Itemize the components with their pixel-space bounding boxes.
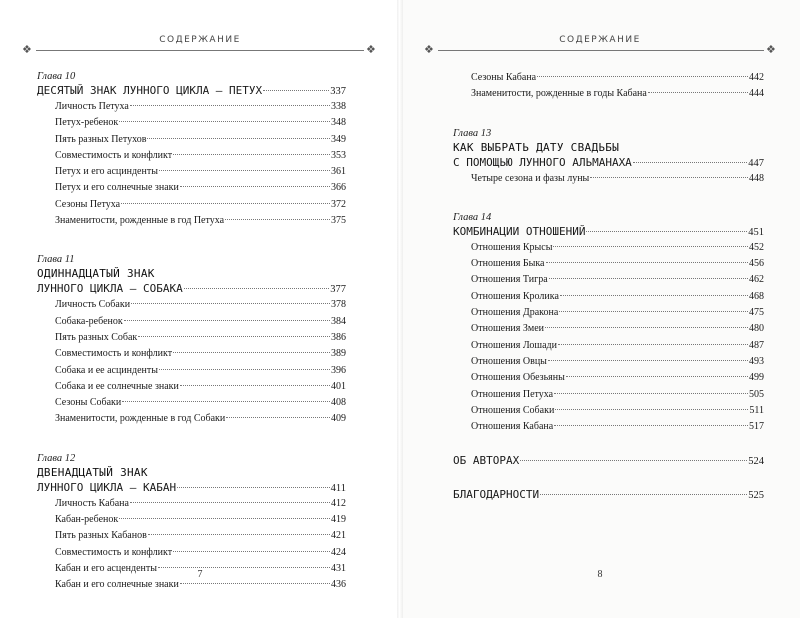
chapter-title-line: КАК ВЫБРАТЬ ДАТУ СВАДЬБЫ (453, 140, 620, 154)
entry-title: Отношения Дракона (471, 307, 559, 319)
toc-entry-wrap (453, 86, 764, 102)
dot-leader (648, 92, 748, 93)
toc-entry-wrap (37, 115, 346, 131)
entry-page: 366 (331, 182, 346, 194)
spacer (37, 229, 346, 253)
dot-leader (554, 393, 748, 394)
dot-leader (546, 262, 749, 263)
entry-page: 451 (748, 226, 764, 238)
chapter-heading-entry[interactable] (37, 480, 346, 496)
entry-title: Отношения Кролика (471, 290, 559, 302)
toc-entry[interactable] (471, 70, 764, 86)
entry-page: 442 (749, 72, 764, 83)
entry-title: Знаменитости, рожденные в год Собаки (55, 413, 226, 425)
entry-title: Знаменитости, рожденные в год Петуха (55, 215, 225, 227)
entry-title: БЛАГОДАРНОСТИ (453, 488, 540, 502)
dot-leader (559, 311, 748, 312)
entry-page: 431 (331, 562, 346, 574)
toc-entry-wrap (37, 528, 346, 544)
dot-leader (520, 460, 747, 461)
entry-title: Личность Кабана (55, 497, 129, 509)
toc-entry[interactable] (55, 330, 346, 346)
chapter-label: Глава 12 (37, 452, 76, 464)
toc-entry[interactable] (471, 240, 764, 256)
entry-page: 447 (748, 157, 764, 169)
toc-entry[interactable] (471, 289, 764, 305)
toc-entry[interactable] (471, 321, 764, 337)
dot-leader (173, 154, 330, 155)
dot-leader (548, 360, 748, 361)
entry-title: Пять разных Кабанов (55, 530, 147, 542)
toc-entry[interactable] (55, 496, 346, 512)
toc-entry-wrap (37, 213, 346, 229)
toc-entry[interactable] (55, 395, 346, 411)
page-number: 8 (597, 569, 603, 580)
toc-entry-wrap (37, 512, 346, 528)
dot-leader (173, 551, 330, 552)
toc-entry-wrap (37, 99, 346, 115)
dot-leader (633, 162, 747, 163)
dot-leader (554, 425, 748, 426)
entry-title: Кабан и его солнечные знаки (55, 579, 179, 591)
toc-entry-wrap (453, 419, 764, 435)
toc-right (453, 70, 764, 503)
entry-title: Отношения Лошади (471, 339, 557, 351)
entry-title: Отношения Змеи (471, 323, 545, 335)
toc-entry-wrap (453, 387, 764, 403)
entry-page: 349 (331, 133, 346, 145)
entry-title: ОБ АВТОРАХ (453, 454, 520, 468)
toc-entry-wrap (37, 314, 346, 330)
entry-title: Пять разных Петухов (55, 133, 147, 145)
spacer (453, 435, 764, 453)
toc-entry-wrap (453, 403, 764, 419)
dot-leader (540, 494, 747, 495)
toc-entry-wrap (37, 363, 346, 379)
entry-page: 377 (330, 284, 346, 296)
entry-title: Сезоны Собаки (55, 397, 122, 409)
entry-page: 419 (331, 514, 346, 526)
toc-entry[interactable] (55, 99, 346, 115)
entry-page: 361 (331, 166, 346, 178)
chapter-heading-entry[interactable] (453, 155, 764, 171)
toc-entry[interactable] (471, 338, 764, 354)
end-item-entry[interactable] (453, 453, 764, 469)
entry-title: Петух и его солнечные знаки (55, 182, 179, 194)
entry-page: 511 (749, 404, 764, 416)
entry-page: 448 (749, 172, 764, 184)
dot-leader (560, 295, 748, 296)
dot-leader (121, 203, 330, 204)
dot-leader (180, 385, 330, 386)
entry-title: КОМБИНАЦИИ ОТНОШЕНИЙ (453, 224, 586, 238)
toc-entry[interactable] (55, 379, 346, 395)
toc-entry-wrap (453, 289, 764, 305)
entry-page: 505 (749, 388, 764, 400)
spacer (453, 187, 764, 211)
dot-leader (130, 105, 330, 106)
ornament-icon: ❖ (22, 43, 32, 56)
chapter-heading-entry[interactable] (37, 83, 346, 99)
dot-leader (159, 369, 330, 370)
dot-leader (119, 121, 330, 122)
chapter-label: Глава 11 (37, 254, 75, 266)
toc-entry[interactable] (55, 115, 346, 131)
entry-title: Отношения Собаки (471, 404, 555, 416)
end-item-entry[interactable] (453, 487, 764, 503)
toc-entry[interactable] (55, 148, 346, 164)
entry-page: 389 (331, 348, 346, 360)
toc-entry[interactable] (471, 419, 764, 435)
running-head: СОДЕРЖАНИЕ (159, 35, 241, 45)
entry-title: Сезоны Петуха (55, 198, 121, 210)
entry-title: Пять разных Собак (55, 331, 138, 343)
entry-page: 408 (331, 397, 346, 409)
dot-leader (590, 177, 748, 178)
toc-entry[interactable] (471, 387, 764, 403)
dot-leader (184, 288, 330, 289)
entry-page: 348 (331, 117, 346, 129)
toc-entry-wrap (37, 197, 346, 213)
entry-page: 424 (331, 546, 346, 558)
spacer (453, 103, 764, 127)
entry-page: 384 (331, 315, 346, 327)
toc-entry-wrap (453, 338, 764, 354)
dot-leader (180, 186, 330, 187)
ornament-icon: ❖ (766, 43, 776, 56)
toc-entry-wrap (37, 164, 346, 180)
toc-entry[interactable] (55, 213, 346, 229)
entry-page: 475 (749, 307, 764, 319)
entry-page: 525 (748, 490, 764, 502)
dot-leader (226, 417, 330, 418)
entry-title: Отношения Быка (471, 258, 545, 270)
entry-title: Четыре сезона и фазы луны (471, 172, 590, 184)
entry-page: 412 (331, 497, 346, 509)
toc-entry-wrap (37, 346, 346, 362)
toc-entry-wrap (453, 321, 764, 337)
ornament-icon: ❖ (366, 43, 376, 56)
dot-leader (566, 376, 748, 377)
entry-title: Сезоны Кабана (471, 72, 537, 83)
dot-leader (553, 246, 748, 247)
entry-title: ДЕСЯТЫЙ ЗНАК ЛУННОГО ЦИКЛА — ПЕТУХ (37, 84, 263, 97)
entry-title: Совместимость и конфликт (55, 348, 173, 360)
toc-entry-wrap (37, 395, 346, 411)
toc-entry[interactable] (471, 305, 764, 321)
entry-page: 375 (331, 215, 346, 227)
chapter-heading-entry[interactable] (453, 224, 764, 240)
dot-leader (119, 518, 330, 519)
entry-page: 480 (749, 323, 764, 335)
toc-entry-wrap (37, 411, 346, 427)
page-number: 7 (197, 569, 203, 580)
toc-entry-wrap (37, 545, 346, 561)
entry-title: Отношения Кабана (471, 421, 554, 433)
dot-leader (131, 303, 330, 304)
toc-entry-wrap (453, 305, 764, 321)
entry-page: 409 (331, 413, 346, 425)
toc-entry[interactable] (471, 354, 764, 370)
toc-entry[interactable] (471, 403, 764, 419)
toc-entry[interactable] (471, 272, 764, 288)
entry-title: Отношения Петуха (471, 388, 554, 400)
entry-title: Кабан-ребенок (55, 514, 119, 526)
entry-page: 462 (749, 274, 764, 286)
dot-leader (545, 327, 748, 328)
toc-entry[interactable] (55, 411, 346, 427)
dot-leader (159, 170, 330, 171)
toc-entry[interactable] (55, 545, 346, 561)
toc-entry[interactable] (55, 512, 346, 528)
chapter-heading-entry[interactable] (37, 281, 346, 297)
spacer (37, 428, 346, 452)
entry-page: 411 (330, 482, 346, 494)
entry-title: Отношения Овцы (471, 355, 547, 367)
entry-page: 493 (749, 355, 764, 367)
right-page (400, 0, 800, 618)
dot-leader (122, 401, 330, 402)
entry-page: 517 (749, 421, 764, 433)
toc-entry[interactable] (471, 370, 764, 386)
toc-entry[interactable] (55, 363, 346, 379)
entry-page: 337 (330, 86, 346, 97)
entry-title: Кабан и его асценденты (55, 562, 157, 574)
toc-entry[interactable] (55, 132, 346, 148)
entry-title: Совместимость и конфликт (55, 546, 173, 558)
entry-title: ЛУННОГО ЦИКЛА — СОБАКА (37, 282, 183, 296)
entry-page: 353 (331, 149, 346, 161)
toc-entry[interactable] (55, 197, 346, 213)
dot-leader (225, 219, 330, 220)
entry-title: Знаменитости, рожденные в годы Кабана (471, 88, 647, 100)
entry-page: 386 (331, 331, 346, 343)
dot-leader (124, 320, 330, 321)
chapter-label: Глава 13 (453, 127, 492, 139)
entry-title: Совместимость и конфликт (55, 149, 173, 161)
entry-page: 499 (749, 372, 764, 384)
toc-entry-wrap (37, 148, 346, 164)
toc-entry[interactable] (55, 346, 346, 362)
entry-page: 468 (749, 290, 764, 302)
dot-leader (586, 231, 747, 232)
entry-page: 444 (749, 88, 764, 100)
header-rule (36, 50, 364, 51)
toc-entry-wrap (37, 330, 346, 346)
entry-page: 452 (749, 241, 764, 253)
ornament-icon: ❖ (424, 43, 434, 56)
entry-title: Петух-ребенок (55, 117, 119, 129)
dot-leader (138, 336, 330, 337)
dot-leader (263, 90, 329, 91)
toc-entry-wrap (453, 70, 764, 86)
toc-entry-wrap (453, 256, 764, 272)
entry-title: Собака-ребенок (55, 315, 123, 327)
entry-title: Отношения Тигра (471, 274, 548, 286)
entry-title: Личность Петуха (55, 101, 129, 112)
header-rule (438, 50, 764, 51)
entry-page: 372 (331, 198, 346, 210)
toc-entry-wrap (453, 240, 764, 256)
toc-entry-wrap (37, 132, 346, 148)
entry-title: Петух и его асцинденты (55, 166, 158, 178)
toc-entry-wrap (37, 379, 346, 395)
entry-page: 396 (331, 364, 346, 376)
toc-entry-wrap (37, 297, 346, 313)
toc-entry[interactable] (55, 297, 346, 313)
toc-entry[interactable] (471, 256, 764, 272)
entry-title: ЛУННОГО ЦИКЛА — КАБАН (37, 480, 177, 494)
toc-entry[interactable] (55, 164, 346, 180)
spacer (453, 469, 764, 487)
entry-page: 436 (331, 579, 346, 591)
dot-leader (148, 534, 330, 535)
toc-entry-wrap (453, 370, 764, 386)
chapter-label: Глава 10 (37, 71, 76, 82)
entry-page: 524 (748, 456, 764, 468)
entry-page: 456 (749, 258, 764, 270)
entry-title: Собака и ее асцинденты (55, 364, 158, 376)
toc-entry[interactable] (55, 528, 346, 544)
dot-leader (130, 502, 330, 503)
dot-leader (177, 487, 330, 488)
entry-title: Личность Собаки (55, 299, 131, 311)
toc-entry[interactable] (55, 180, 346, 196)
entry-page: 487 (749, 339, 764, 351)
entry-title: Отношения Крысы (471, 241, 553, 253)
dot-leader (549, 278, 748, 279)
dot-leader (180, 583, 330, 584)
toc-entry[interactable] (471, 86, 764, 102)
toc-entry-wrap (453, 171, 764, 187)
toc-left (37, 70, 346, 594)
chapter-title-line: ДВЕНАДЦАТЫЙ ЗНАК (37, 465, 148, 479)
chapter-title-line: ОДИННАДЦАТЫЙ ЗНАК (37, 267, 155, 281)
entry-page: 338 (331, 101, 346, 112)
dot-leader (558, 344, 748, 345)
entry-page: 378 (331, 299, 346, 311)
entry-page: 401 (331, 380, 346, 392)
entry-title: С ПОМОЩЬЮ ЛУННОГО АЛЬМАНАХА (453, 155, 632, 169)
toc-entry-wrap (37, 180, 346, 196)
dot-leader (537, 76, 748, 77)
running-head: СОДЕРЖАНИЕ (559, 35, 641, 45)
toc-entry[interactable] (471, 171, 764, 187)
chapter-label: Глава 14 (453, 211, 492, 223)
entry-page: 421 (331, 530, 346, 542)
dot-leader (173, 352, 330, 353)
entry-title: Отношения Обезьяны (471, 372, 565, 384)
dot-leader (147, 138, 330, 139)
toc-entry-wrap (37, 496, 346, 512)
dot-leader (555, 409, 748, 410)
toc-entry-wrap (453, 272, 764, 288)
entry-title: Собака и ее солнечные знаки (55, 380, 179, 392)
dot-leader (158, 567, 330, 568)
toc-entry-wrap (453, 354, 764, 370)
toc-entry[interactable] (55, 314, 346, 330)
